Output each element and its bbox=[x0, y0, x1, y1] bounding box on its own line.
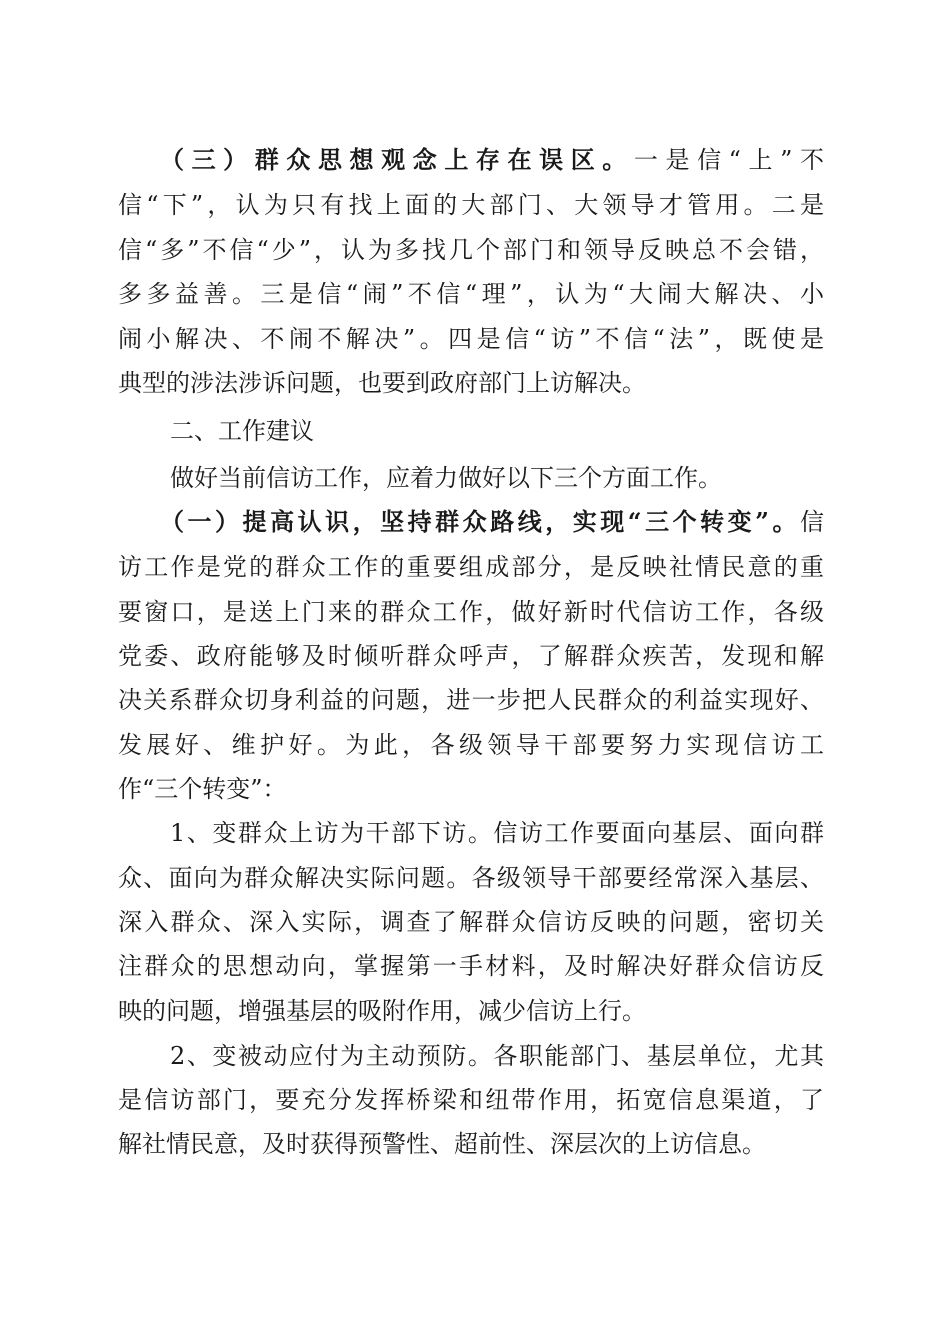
text-line: 映的问题，增强基层的吸附作用，减少信访上行。 bbox=[118, 997, 646, 1025]
text-line: 深入群众、深入实际，调查了解群众信访反映的问题，密切关 bbox=[118, 908, 824, 936]
text-line: 典型的涉法涉诉问题，也要到政府部门上访解决。 bbox=[118, 369, 646, 397]
text-line: 发展好、维护好。为此，各级领导干部要努力实现信访工 bbox=[118, 731, 824, 759]
text-line: 众、面向为群众解决实际问题。各级领导干部要经常深入基层、 bbox=[118, 864, 824, 892]
text-line: 注群众的思想动向，掌握第一手材料，及时解决好群众信访反 bbox=[118, 952, 824, 980]
text-line: 决关系群众切身利益的问题，进一步把人民群众的利益实现好、 bbox=[118, 686, 824, 714]
line-text: 一是信“上”不 bbox=[633, 146, 825, 174]
text-line: 要窗口，是送上门来的群众工作，做好新时代信访工作，各级 bbox=[118, 598, 824, 626]
bold-heading-misconceptions: （三）群众思想观念上存在误区。 bbox=[160, 145, 634, 174]
text-line: 解社情民意，及时获得预警性、超前性、深层次的上访信息。 bbox=[118, 1130, 766, 1158]
bold-heading-point-one: （一）提高认识，坚持群众路线，实现“三个转变”。 bbox=[160, 507, 800, 536]
text-line: 信“下”，认为只有找上面的大部门、大领导才管用。二是 bbox=[118, 191, 824, 219]
text-line: 多多益善。三是信“闹”不信“理”，认为“大闹大解决、小 bbox=[118, 280, 824, 308]
text-line: 2、变被动应付为主动预防。各职能部门、基层单位，尤其 bbox=[170, 1042, 824, 1070]
line-text: 信 bbox=[800, 508, 824, 536]
text-line: 闹小解决、不闹不解决”。四是信“访”不信“法”，既使是 bbox=[118, 325, 824, 353]
section-heading-work-suggestions: 二、工作建议 bbox=[170, 417, 314, 445]
text-line: 党委、政府能够及时倾听群众呼声，了解群众疾苦，发现和解 bbox=[118, 642, 824, 670]
text-line bbox=[160, 138, 824, 182]
text-line: 作“三个转变”： bbox=[118, 775, 287, 803]
text-line bbox=[160, 500, 824, 544]
text-line: 1、变群众上访为干部下访。信访工作要面向基层、面向群 bbox=[170, 819, 824, 847]
text-line: 访工作是党的群众工作的重要组成部分，是反映社情民意的重 bbox=[118, 553, 824, 581]
text-line: 是信访部门，要充分发挥桥梁和纽带作用，拓宽信息渠道，了 bbox=[118, 1086, 824, 1114]
paragraph-intro: 做好当前信访工作，应着力做好以下三个方面工作。 bbox=[170, 464, 722, 492]
text-line: 信“多”不信“少”，认为多找几个部门和领导反映总不会错， bbox=[118, 236, 824, 264]
